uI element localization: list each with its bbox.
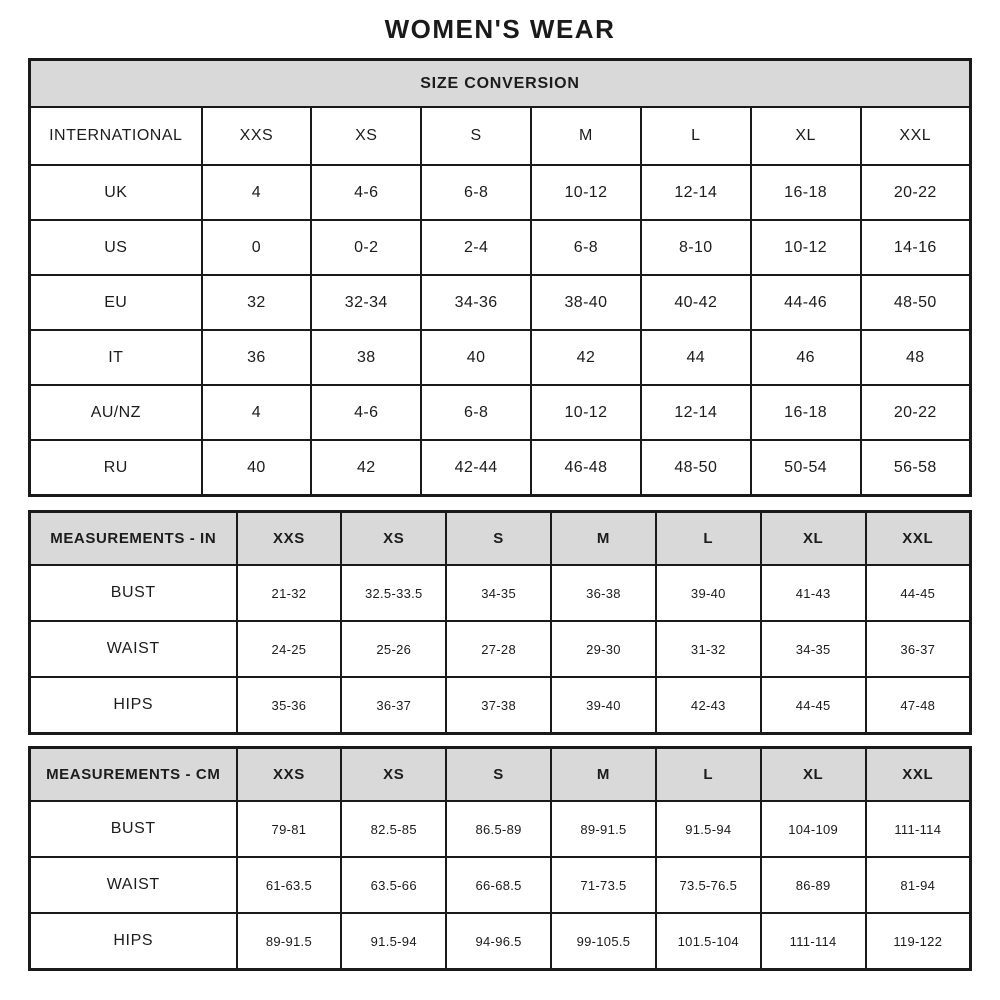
- value-cell: 31-32: [656, 621, 761, 677]
- value-cell: 46: [751, 330, 861, 385]
- size-column-header: M: [551, 512, 656, 566]
- value-cell: 89-91.5: [551, 801, 656, 857]
- value-cell: 36-38: [551, 565, 656, 621]
- value-cell: 44-45: [761, 677, 866, 734]
- value-cell: 48-50: [641, 440, 751, 496]
- value-cell: 104-109: [761, 801, 866, 857]
- size-column-header: XXS: [202, 107, 312, 165]
- size-column-header: XXL: [861, 107, 971, 165]
- row-header-label: INTERNATIONAL: [30, 107, 202, 165]
- value-cell: 40: [202, 440, 312, 496]
- table-row: [30, 801, 971, 857]
- value-cell: 20-22: [861, 165, 971, 220]
- value-cell: 36-37: [866, 621, 971, 677]
- value-cell: 32.5-33.5: [341, 565, 446, 621]
- size-column-header: S: [446, 512, 551, 566]
- value-cell: 79-81: [237, 801, 342, 857]
- value-cell: 38-40: [531, 275, 641, 330]
- value-cell: 91.5-94: [656, 801, 761, 857]
- value-cell: 91.5-94: [341, 913, 446, 970]
- value-cell: 36-37: [341, 677, 446, 734]
- value-cell: 4-6: [311, 165, 421, 220]
- value-cell: 50-54: [751, 440, 861, 496]
- size-column-header: L: [656, 512, 761, 566]
- value-cell: 101.5-104: [656, 913, 761, 970]
- value-cell: 10-12: [751, 220, 861, 275]
- row-label: AU/NZ: [30, 385, 202, 440]
- value-cell: 48-50: [861, 275, 971, 330]
- value-cell: 0: [202, 220, 312, 275]
- value-cell: 42-43: [656, 677, 761, 734]
- table-row: [30, 385, 971, 440]
- row-label: WAIST: [30, 857, 237, 913]
- value-cell: 4-6: [311, 385, 421, 440]
- value-cell: 6-8: [421, 385, 531, 440]
- value-cell: 47-48: [866, 677, 971, 734]
- value-cell: 39-40: [656, 565, 761, 621]
- value-cell: 16-18: [751, 165, 861, 220]
- table-row: [30, 275, 971, 330]
- table-row: [30, 330, 971, 385]
- size-column-header: L: [656, 748, 761, 802]
- row-label: HIPS: [30, 913, 237, 970]
- size-column-header: XXL: [866, 512, 971, 566]
- value-cell: 4: [202, 385, 312, 440]
- table-header-row: [30, 748, 971, 802]
- size-column-header: XL: [751, 107, 861, 165]
- value-cell: 10-12: [531, 165, 641, 220]
- value-cell: 4: [202, 165, 312, 220]
- value-cell: 12-14: [641, 165, 751, 220]
- value-cell: 39-40: [551, 677, 656, 734]
- value-cell: 40-42: [641, 275, 751, 330]
- value-cell: 71-73.5: [551, 857, 656, 913]
- size-column-header: L: [641, 107, 751, 165]
- value-cell: 14-16: [861, 220, 971, 275]
- value-cell: 6-8: [531, 220, 641, 275]
- value-cell: 34-36: [421, 275, 531, 330]
- size-column-header: XXS: [237, 748, 342, 802]
- value-cell: 94-96.5: [446, 913, 551, 970]
- table-row: [30, 621, 971, 677]
- value-cell: 25-26: [341, 621, 446, 677]
- value-cell: 42: [311, 440, 421, 496]
- value-cell: 41-43: [761, 565, 866, 621]
- value-cell: 0-2: [311, 220, 421, 275]
- size-column-header: XS: [341, 748, 446, 802]
- table-header-row: [30, 512, 971, 566]
- table-row: [30, 440, 971, 496]
- size-column-header: S: [446, 748, 551, 802]
- size-column-header: M: [531, 107, 641, 165]
- value-cell: 8-10: [641, 220, 751, 275]
- value-cell: 20-22: [861, 385, 971, 440]
- page-title: WOMEN'S WEAR: [384, 14, 616, 44]
- value-cell: 48: [861, 330, 971, 385]
- table-row: [30, 677, 971, 734]
- value-cell: 21-32: [237, 565, 342, 621]
- value-cell: 42: [531, 330, 641, 385]
- value-cell: 24-25: [237, 621, 342, 677]
- row-label: HIPS: [30, 677, 237, 734]
- value-cell: 66-68.5: [446, 857, 551, 913]
- value-cell: 36: [202, 330, 312, 385]
- row-label: BUST: [30, 801, 237, 857]
- value-cell: 6-8: [421, 165, 531, 220]
- value-cell: 44-46: [751, 275, 861, 330]
- value-cell: 38: [311, 330, 421, 385]
- value-cell: 2-4: [421, 220, 531, 275]
- table-row: [30, 913, 971, 970]
- value-cell: 81-94: [866, 857, 971, 913]
- table-row: [30, 857, 971, 913]
- value-cell: 119-122: [866, 913, 971, 970]
- size-column-header: XXL: [866, 748, 971, 802]
- table-row: [30, 220, 971, 275]
- size-column-header: XS: [341, 512, 446, 566]
- row-label: US: [30, 220, 202, 275]
- value-cell: 37-38: [446, 677, 551, 734]
- size-column-header: M: [551, 748, 656, 802]
- value-cell: 16-18: [751, 385, 861, 440]
- value-cell: 111-114: [866, 801, 971, 857]
- table-row: [30, 165, 971, 220]
- value-cell: 40: [421, 330, 531, 385]
- measurements-cm-table: [28, 746, 972, 971]
- value-cell: 35-36: [237, 677, 342, 734]
- value-cell: 44: [641, 330, 751, 385]
- value-cell: 89-91.5: [237, 913, 342, 970]
- value-cell: 10-12: [531, 385, 641, 440]
- value-cell: 56-58: [861, 440, 971, 496]
- value-cell: 46-48: [531, 440, 641, 496]
- value-cell: 27-28: [446, 621, 551, 677]
- row-header-label: MEASUREMENTS - CM: [30, 748, 237, 802]
- measurements-in-table: [28, 510, 972, 735]
- value-cell: 61-63.5: [237, 857, 342, 913]
- size-column-header: S: [421, 107, 531, 165]
- value-cell: 29-30: [551, 621, 656, 677]
- value-cell: 86-89: [761, 857, 866, 913]
- size-column-header: XL: [761, 748, 866, 802]
- size-column-header: XS: [311, 107, 421, 165]
- row-label: UK: [30, 165, 202, 220]
- table-header-row: [30, 107, 971, 165]
- value-cell: 111-114: [761, 913, 866, 970]
- size-column-header: XL: [761, 512, 866, 566]
- table-row: [30, 565, 971, 621]
- table-title: SIZE CONVERSION: [30, 60, 971, 108]
- value-cell: 42-44: [421, 440, 531, 496]
- table-title-row: [30, 60, 971, 108]
- value-cell: 82.5-85: [341, 801, 446, 857]
- row-label: BUST: [30, 565, 237, 621]
- value-cell: 34-35: [446, 565, 551, 621]
- size-column-header: XXS: [237, 512, 342, 566]
- row-header-label: MEASUREMENTS - IN: [30, 512, 237, 566]
- value-cell: 34-35: [761, 621, 866, 677]
- size-conversion-table: [28, 58, 972, 497]
- value-cell: 32-34: [311, 275, 421, 330]
- row-label: IT: [30, 330, 202, 385]
- value-cell: 86.5-89: [446, 801, 551, 857]
- value-cell: 32: [202, 275, 312, 330]
- value-cell: 73.5-76.5: [656, 857, 761, 913]
- value-cell: 63.5-66: [341, 857, 446, 913]
- row-label: RU: [30, 440, 202, 496]
- row-label: EU: [30, 275, 202, 330]
- value-cell: 12-14: [641, 385, 751, 440]
- value-cell: 99-105.5: [551, 913, 656, 970]
- row-label: WAIST: [30, 621, 237, 677]
- value-cell: 44-45: [866, 565, 971, 621]
